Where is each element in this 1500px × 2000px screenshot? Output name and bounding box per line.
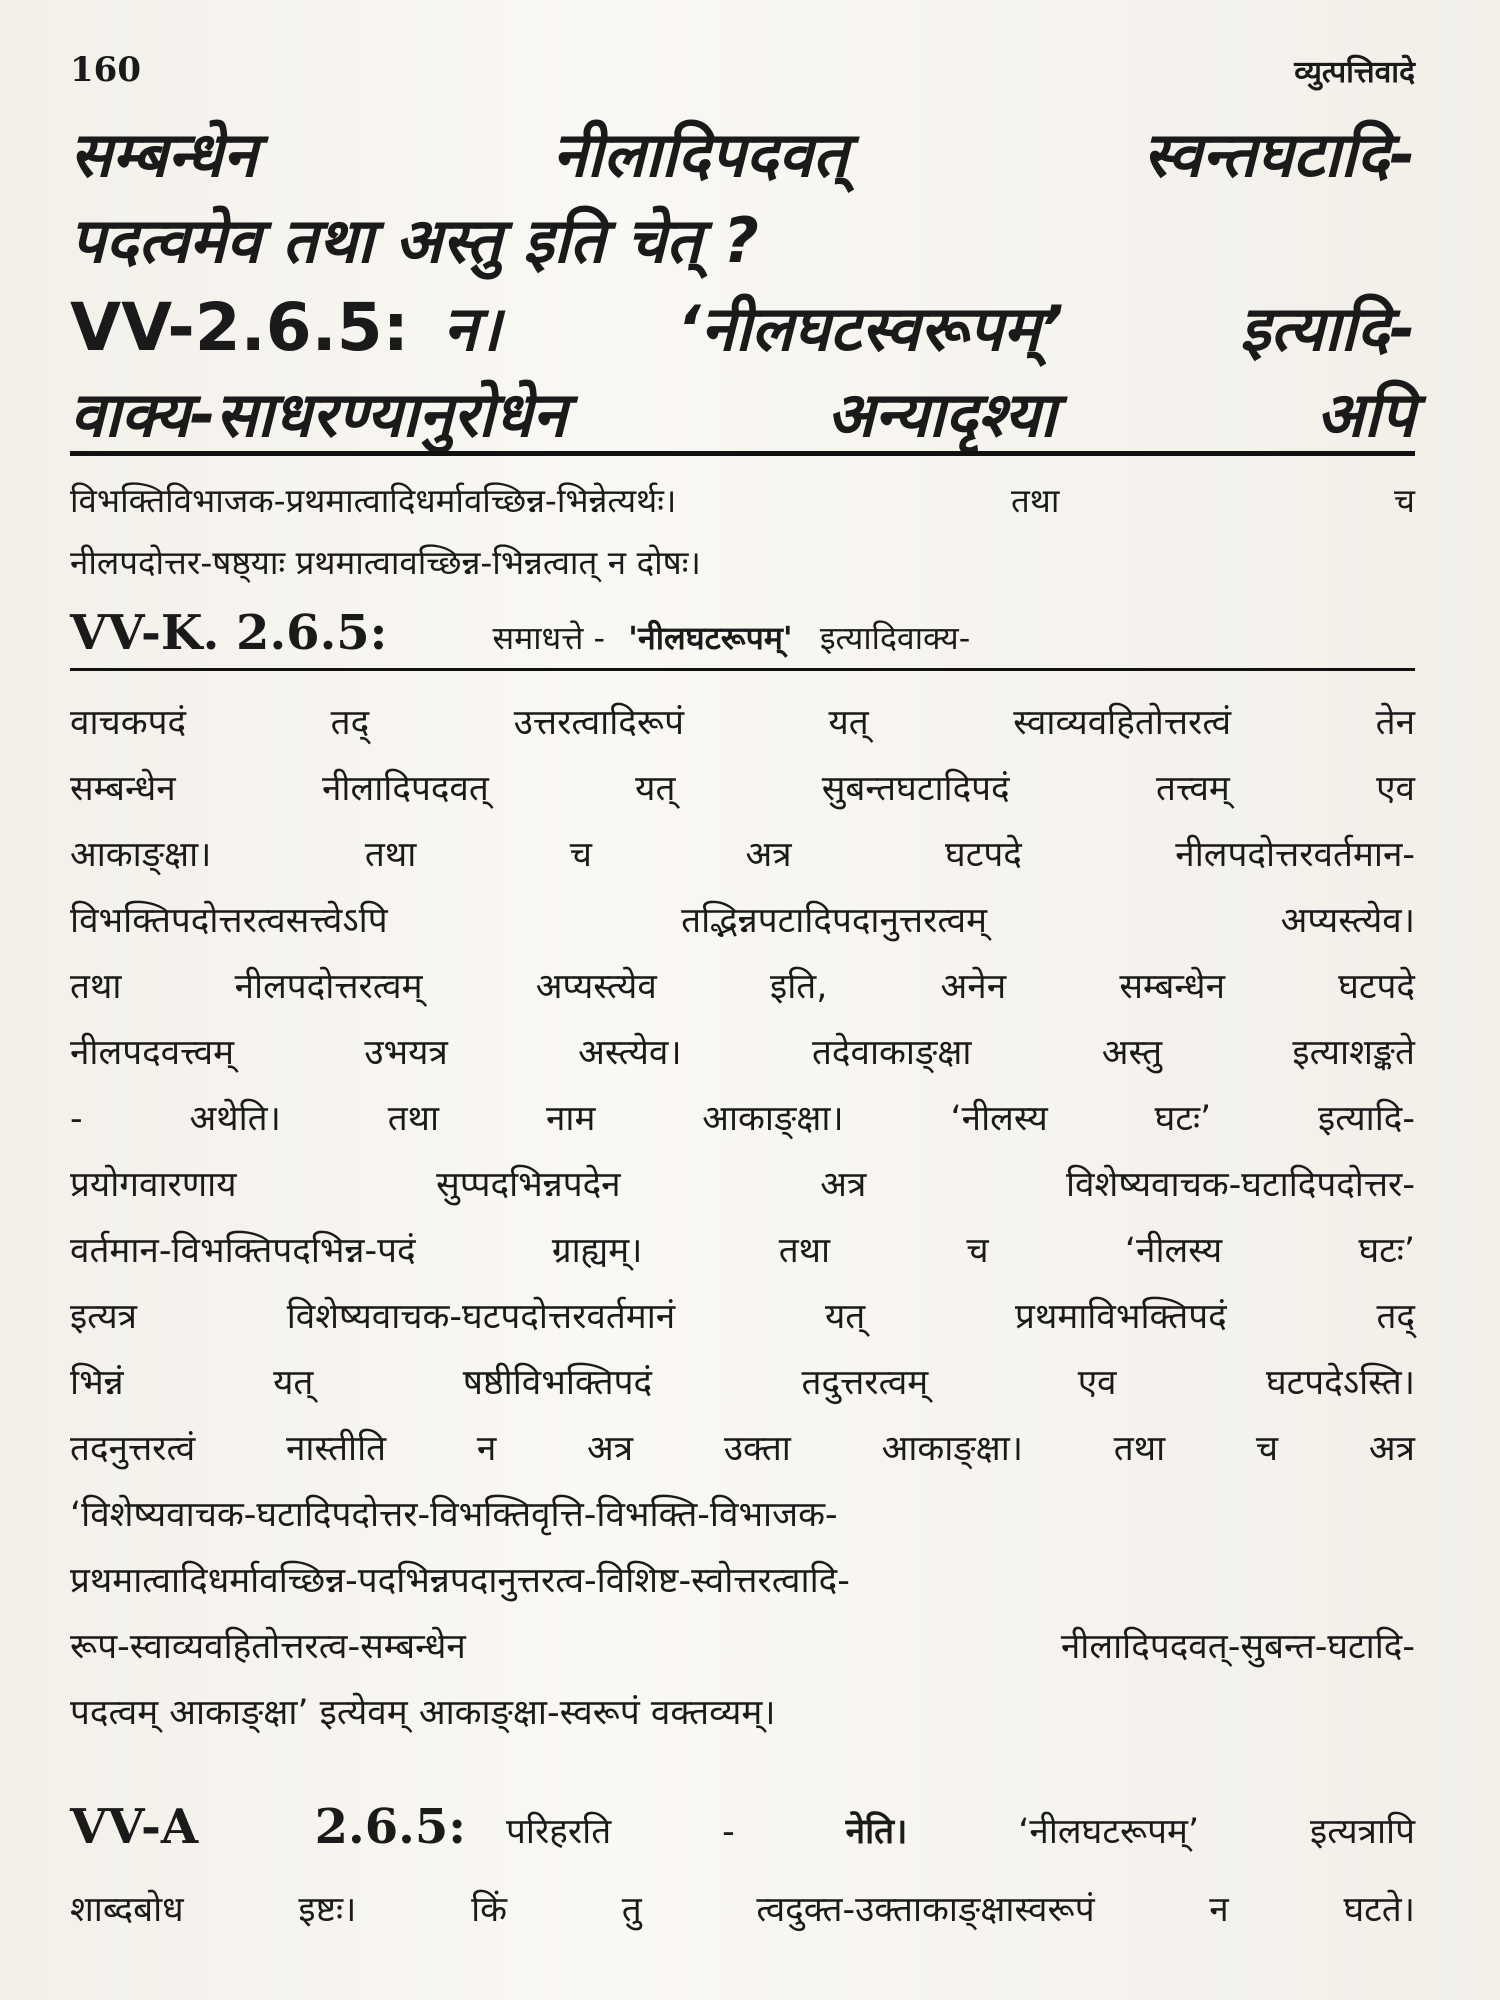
verse-divider [70,451,1415,456]
commentary-verb: समाधत्ते - [492,619,606,657]
page-number: 160 [70,50,141,90]
footnote-gloss [70,470,1415,594]
verse-label: VV-2.6.5: [70,289,410,366]
commentary-line: प्रयोगवारणाय सुप्पदभिन्नपदेन अत्र विशेष्यवाचक-घटादिपदोत्तर- [70,1165,1415,1205]
commentary-a-rest: ‘नीलघटरूपम्’ इत्यत्रापि [1018,1812,1415,1852]
commentary-label: VV-K. 2.6.5: [70,605,388,661]
commentary-line: वर्तमान-विभक्तिपदभिन्न-पदं ग्राह्यम्। तथा च ‘नीलस्य घटः’ [70,1231,1415,1271]
gloss-line: विभक्तिविभाजक-प्रथमात्वादिधर्मावच्छिन्न-भिन्नेत्यर्थः। तथा च [70,481,1415,520]
commentary-a-line: शाब्दबोध इष्टः। किं तु त्वदुक्त-उक्ताकाङ्क्षास्वरूपं न घटते। [70,1890,1415,1930]
commentary-line: नीलपदवत्त्वम् उभयत्र अस्त्येव। तदेवाकाङ्क्षा अस्तु इत्याशङ्कते [70,1033,1415,1073]
commentary-a-line [70,1788,1415,1871]
commentary-k-body [70,690,1415,1746]
commentary-line: सम्बन्धेन नीलादिपदवत् यत् सुबन्तघटादिपदं तत्त्वम् एव [70,769,1415,809]
commentary-rest: इत्यादिवाक्य- [819,619,971,657]
commentary-line: - अथेति। तथा नाम आकाङ्क्षा। ‘नीलस्य घटः’ इत्यादि- [70,1099,1415,1139]
commentary-line: प्रथमात्वादिधर्मावच्छिन्न-पदभिन्नपदानुत्तरत्व-विशिष्ट-स्वोत्तरत्वादि- [70,1561,850,1601]
commentary-line: वाचकपदं तद् उत्तरत्वादिरूपं यत् स्वाव्यवहितोत्तरत्वं तेन [70,703,1415,743]
commentary-line: पदत्वम् आकाङ्क्षा’ इत्येवम् आकाङ्क्षा-स्वरूपं वक्तव्यम्। [70,1693,776,1733]
commentary-divider [70,668,1415,671]
gloss-line: नीलपदोत्तर-षष्ठ्याः प्रथमात्वावच्छिन्न-भिन्नत्वात् न दोषः। [70,543,701,582]
commentary-k-heading [70,605,1415,667]
verse-2-6-5 [70,285,1415,458]
commentary-line: तथा नीलपदोत्तरत्वम् अप्यस्त्येव इति, अनेन सम्बन्धेन घटपदे [70,967,1415,1007]
commentary-line: रूप-स्वाव्यवहितोत्तरत्व-सम्बन्धेन नीलादिपदवत्-सुबन्त-घटादि- [70,1627,1415,1667]
commentary-line: तदनुत्तरत्वं नास्तीति न अत्र उक्ता आकाङ्क्षा। तथा च अत्र [70,1429,1415,1469]
commentary-line: विभक्तिपदोत्तरत्वसत्त्वेऽपि तद्भिन्नपटादिपदानुत्तरत्वम् अप्यस्त्येव। [70,901,1415,941]
commentary-quote: 'नीलघटरूपम्' [628,619,793,657]
verse-line: पदत्वमेव तथा अस्तु इति चेत् ? [70,204,759,277]
verse-continuation [70,112,1415,284]
verse-line: वाक्य-साधरण्यानुरोधेन अन्यादृश्या अपि [70,378,1415,451]
commentary-line: ‘विशेष्यवाचक-घटादिपदोत्तर-विभक्तिवृत्ति-विभक्ति-विभाजक- [70,1495,838,1535]
commentary-a-bold: नेति। [845,1812,908,1852]
commentary-a [70,1788,1415,1949]
commentary-a-verb: परिहरति - [506,1812,735,1852]
verse-line [70,285,1415,372]
commentary-line: आकाङ्क्षा। तथा च अत्र घटपदे नीलपदोत्तरवर्तमान- [70,835,1415,875]
verse-line: सम्बन्धेन नीलादिपदवत् स्वन्तघटादि- [70,118,1415,191]
commentary-a-label: VV-A 2.6.5: [70,1799,466,1855]
commentary-line: इत्यत्र विशेष्यवाचक-घटपदोत्तरवर्तमानं यत् प्रथमाविभक्तिपदं तद् [70,1297,1415,1337]
running-head: व्युत्पत्तिवादे [1294,55,1415,90]
commentary-line: भिन्नं यत् षष्ठीविभक्तिपदं तदुत्तरत्वम् एव घटपदेऽस्ति। [70,1363,1415,1403]
page-header [70,50,1415,95]
verse-text: न। ‘नीलघटस्वरूपम्’ इत्यादि- [443,292,1415,365]
